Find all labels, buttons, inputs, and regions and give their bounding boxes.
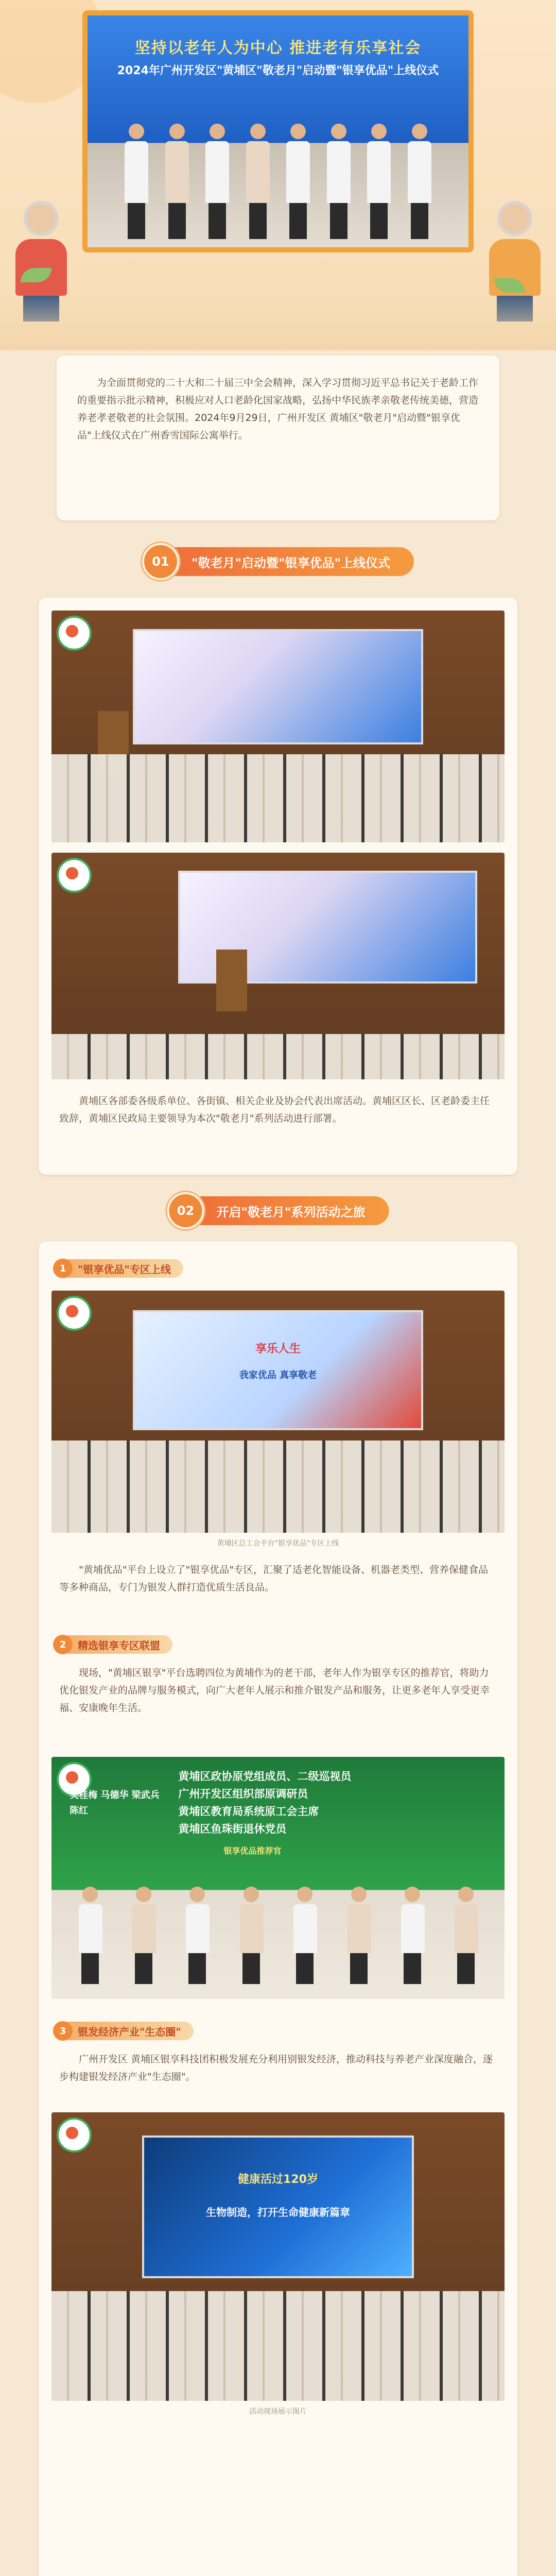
stage-screen xyxy=(142,2136,414,2278)
intro-paragraph: 为全面贯彻党的二十大和二十届三中全会精神，深入学习贯彻习近平总书记关于老龄工作的重要指示批示精神，积极应对人口老龄化国家战略，弘扬中华民族孝亲敬老传统美德，营造养老孝老敬老的社会氛围。2024年9月29日，广州开发区 黄埔区"敬老月"启动暨"银享优品"上线仪式在广州香雪国际公寓举行。 xyxy=(77,377,479,441)
person-figure xyxy=(240,1887,263,1985)
screen-text-1: 享乐人生 xyxy=(255,1342,301,1355)
hero-banner xyxy=(0,0,556,350)
section-2-heading xyxy=(167,1190,389,1231)
sub-1-text xyxy=(59,1561,497,1596)
screen-text-2: 生物制造，打开生命健康新篇章 xyxy=(206,2206,350,2218)
stage-screen xyxy=(133,629,423,744)
podium xyxy=(216,950,247,1011)
green-board-names: 吴桂梅 马德华 梁武兵 陈红 xyxy=(70,1790,160,1816)
section-2-number: 02 xyxy=(167,1192,204,1229)
flower-border xyxy=(0,294,556,350)
stage-floor xyxy=(51,1034,505,1079)
person-figure xyxy=(164,124,190,242)
person-figure xyxy=(455,1887,477,1985)
green-board-line4: 黄埔区鱼珠街退休党员 xyxy=(178,1823,287,1835)
section-1-paragraph: 黄埔区各部委各级系单位、各街镇、相关企业及协会代表出席活动。黄埔区区长、区老龄委主任致辞，黄埔区民政局主要领导为本次"敬老月"系列活动进行部署。 xyxy=(59,1095,490,1124)
section-1-title: "敬老月"启动暨"银享优品"上线仪式 xyxy=(169,547,414,576)
sub-1-title: "银享优品"专区上线 xyxy=(67,1259,183,1278)
ambassador-photo xyxy=(51,1757,505,1999)
person-figure xyxy=(204,124,230,242)
person-figure xyxy=(348,1887,370,1985)
sub-3-number: 3 xyxy=(53,2021,73,2041)
logo-badge-icon xyxy=(57,2117,92,2153)
sub-3-heading xyxy=(53,2020,194,2042)
sub-3-caption: 活动现场展示图片 xyxy=(249,2408,307,2416)
green-board-line2: 广州开发区组织部原调研员 xyxy=(178,1788,308,1800)
person-figure xyxy=(326,124,352,242)
sub-1-number: 1 xyxy=(53,1259,73,1278)
sub-3-paragraph: 广州开发区 黄埔区银享科技团积极发展充分利用别银发经济，推动科技与养老产业深度融合，逐步构建银发经济产业"生态圈"。 xyxy=(59,2054,493,2082)
stage-screen xyxy=(133,1310,423,1431)
person-figure xyxy=(407,124,432,242)
sub-3-text xyxy=(59,2050,497,2086)
platform-launch-photo xyxy=(51,1291,505,1533)
sub-1-paragraph: "黄埔优品"平台上设立了"银享优品"专区，汇聚了适老化智能设备、机器老类型、营养保健食品等多种商品，专门为银发人群打造优质生活良品。 xyxy=(59,1564,488,1593)
person-figure xyxy=(366,124,392,242)
section-1-number: 01 xyxy=(142,543,179,580)
person-figure xyxy=(132,1887,155,1985)
hero-banner-line1: 坚持以老年人为中心 推进老有乐享社会 xyxy=(134,39,422,57)
person-figure xyxy=(245,124,271,242)
section-1-card xyxy=(39,598,517,1175)
sub-2-title: 精选银享专区联盟 xyxy=(67,1635,172,1654)
hero-stage xyxy=(88,15,468,247)
green-board-line1: 黄埔区政协原党组成员、二级巡视员 xyxy=(178,1770,352,1783)
ceremony-photo-1 xyxy=(51,611,505,842)
person-figure xyxy=(401,1887,424,1985)
screen-text-2: 我家优品 真享敬老 xyxy=(239,1369,317,1381)
logo-badge-icon xyxy=(57,616,92,651)
section-1-text xyxy=(59,1092,497,1127)
person-figure xyxy=(79,1887,101,1985)
section-2-title: 开启"敬老月"系列活动之旅 xyxy=(194,1196,389,1225)
sub-1-caption: 黄埔区总工会平台"银享优品"专区上线 xyxy=(217,1539,339,1548)
logo-badge-icon xyxy=(57,1296,92,1331)
ceremony-photo-2 xyxy=(51,853,505,1079)
person-figure xyxy=(124,124,149,242)
industry-photo xyxy=(51,2112,505,2401)
person-figure xyxy=(293,1887,316,1985)
ambassador-row xyxy=(79,1851,477,1985)
hero-people-row xyxy=(124,103,432,242)
sub-2-heading xyxy=(53,1633,172,1656)
hero-photo-frame xyxy=(82,10,474,252)
green-board-line3: 黄埔区教育局系统原工会主席 xyxy=(178,1805,319,1818)
screen-text-1: 健康活过120岁 xyxy=(238,2173,318,2187)
audience-rows xyxy=(51,754,505,842)
section-2-card xyxy=(39,1242,517,2576)
intro-card xyxy=(57,355,499,520)
audience-rows xyxy=(51,2291,505,2401)
audience-rows xyxy=(51,1440,505,1533)
green-board-caption: 银享优品推荐官 xyxy=(223,1846,282,1856)
sub-2-paragraph: 现场，"黄埔区银享"平台选聘四位为黄埔作为的老干部，老年人作为银享专区的推荐官，将助力优化银发产业的品牌与服务模式，向广大老年人展示和推介银发产品和服务，让更多老年人享受更幸福、安康晚年生活。 xyxy=(59,1667,490,1714)
sub-3-title: 银发经济产业"生态圈" xyxy=(67,2022,194,2040)
section-1-heading xyxy=(142,541,414,582)
logo-badge-icon xyxy=(57,858,92,893)
person-figure xyxy=(285,124,311,242)
sub-2-text xyxy=(59,1664,497,1717)
sub-2-number: 2 xyxy=(53,1635,73,1654)
person-figure xyxy=(186,1887,208,1985)
hero-banner-line2: 2024年广州开发区"黄埔区"敬老月"启动暨"银享优品"上线仪式 xyxy=(117,64,439,77)
sub-1-heading xyxy=(53,1257,183,1280)
